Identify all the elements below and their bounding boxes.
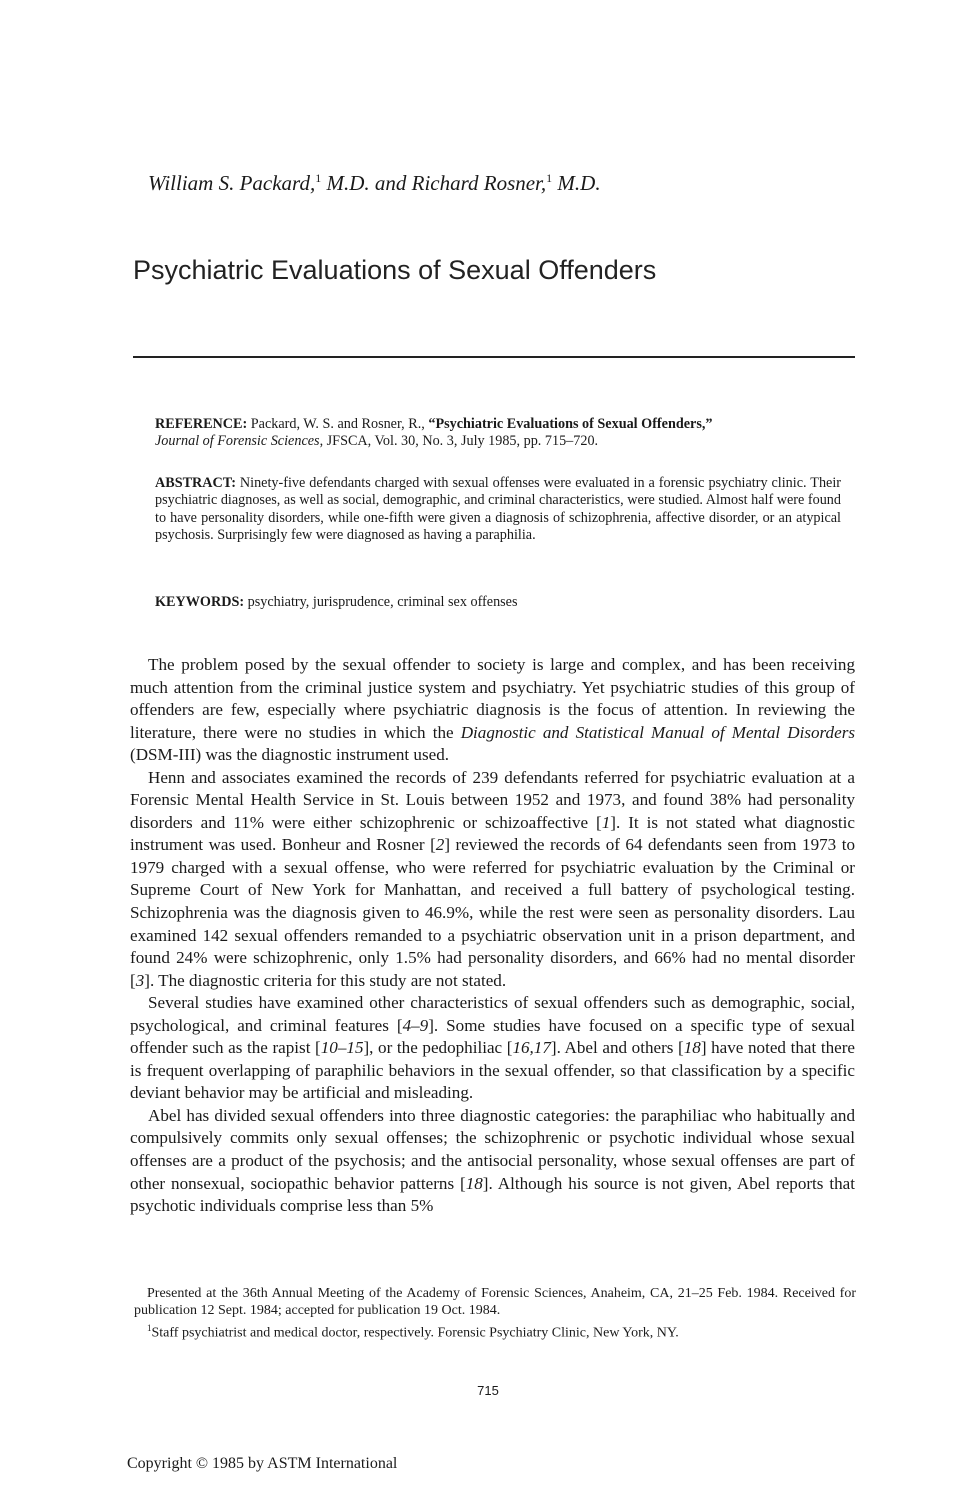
text-run: Several studies have examined other characteristics of sexual offenders such as demographic, social, psychological, and criminal features [ bbox=[130, 993, 855, 1035]
copyright: Copyright © 1985 by ASTM International bbox=[127, 1455, 398, 1472]
page-number: 715 bbox=[477, 1383, 499, 1398]
reference-label: REFERENCE: bbox=[155, 416, 248, 432]
body-paragraph bbox=[130, 992, 855, 1105]
paper-title: Psychiatric Evaluations of Sexual Offenders bbox=[133, 255, 657, 285]
text-run: Abel has divided sexual offenders into three diagnostic categories: the paraphiliac who habitually and compulsively commits only sexual offenses; the schizophrenic or psychotic individual whose sexual offenses are a product of the psychosis; and the antisocial personality, whose sexual offenses are part of other nonsexual, sociopathic behavior patterns [ bbox=[130, 1105, 855, 1193]
text-run: ]. Some studies have focused on a specific type of sexual offender such as the rapist [ bbox=[130, 1015, 856, 1058]
italic-text: 18 bbox=[465, 1173, 483, 1193]
italic-text: 16,17 bbox=[512, 1038, 551, 1058]
body-paragraph bbox=[130, 654, 855, 767]
italic-text: 3 bbox=[135, 970, 145, 990]
text-run: ] reviewed the records of 64 defendants seen from 1973 to 1979 charged with a sexual offense, who were referred for psychiatric evaluation by the Criminal or Supreme Court of New York for Manhattan, and received a full battery of psychological testing. Schizophrenia was the diagnosis given to 46.9%, while the rest were seen as personality disorders. Lau examined 142 sexual offenders remanded to a psychiatric observation unit in a prison department, and found 24% were schizophrenic, only 1.5% had personality disorders, and 66% had no mental disorder [ bbox=[130, 835, 855, 990]
reference-article: “Psychiatric Evaluations of Sexual Offenders,” bbox=[428, 416, 713, 432]
title-rule bbox=[133, 356, 855, 358]
text-run: ]. Although his source is not given, Abel reports that psychotic individuals comprise less than 5% bbox=[130, 1173, 856, 1216]
italic-text: 2 bbox=[435, 835, 445, 855]
text-run: ]. The diagnostic criteria for this study are not stated. bbox=[144, 970, 507, 990]
authors bbox=[148, 171, 601, 196]
reference-details: , JFSCA, Vol. 30, No. 3, July 1985, pp. 715–720. bbox=[319, 433, 599, 450]
author-2: M.D. and Richard Rosner, bbox=[321, 171, 547, 195]
degree: M.D. bbox=[552, 171, 601, 195]
author-1: William S. Packard, bbox=[148, 171, 316, 195]
abstract bbox=[155, 475, 841, 545]
text-run: ] have noted that there is frequent overlapping of paraphilic behaviors in the sexual offender, so that classification by a specific deviant behavior may be artificial and misleading. bbox=[130, 1038, 855, 1103]
footnotes bbox=[134, 1285, 856, 1342]
text-run: Henn and associates examined the records of 239 defendants referred for psychiatric evaluation at a Forensic Mental Health Service in St. Louis between 1952 and 1973, and found 38% had personality disorders and 11% were either schizophrenic or schizoaffective [ bbox=[130, 767, 855, 832]
reference-journal: Journal of Forensic Sciences bbox=[155, 433, 320, 450]
keywords-text: psychiatry, jurisprudence, criminal sex offenses bbox=[244, 594, 518, 610]
keywords-label: KEYWORDS: bbox=[155, 594, 245, 610]
affiliation-mark: 1 bbox=[315, 171, 322, 185]
affiliation-mark: 1 bbox=[546, 171, 553, 185]
text-run: ], or the pedophiliac [ bbox=[363, 1038, 513, 1058]
footnote-affiliation bbox=[134, 1320, 856, 1342]
italic-text: 10–15 bbox=[320, 1038, 364, 1058]
body-paragraph bbox=[130, 1105, 855, 1218]
italic-text: Diagnostic and Statistical Manual of Mental Disorders bbox=[460, 722, 855, 742]
footnote-presented: Presented at the 36th Annual Meeting of the Academy of Forensic Sciences, Anaheim, CA, 21–25 Feb. 1984. Received for publication 12 Sept. 1984; accepted for publication 19 Oct. 1984. bbox=[134, 1286, 856, 1319]
text-run: ]. Abel and others [ bbox=[550, 1038, 684, 1058]
reference-authors: Packard, W. S. and Rosner, R., bbox=[247, 416, 429, 432]
italic-text: 18 bbox=[683, 1038, 701, 1058]
text-run: ]. It is not stated what diagnostic instrument was used. Bonheur and Rosner [ bbox=[130, 812, 855, 855]
text-run: (DSM-III) was the diagnostic instrument used. bbox=[130, 745, 450, 765]
body-text bbox=[130, 654, 855, 1218]
footnote-mark: 1 bbox=[147, 1322, 152, 1333]
reference bbox=[155, 416, 841, 451]
footnote-affiliation-text: Staff psychiatrist and medical doctor, respectively. Forensic Psychiatry Clinic, New York, NY. bbox=[151, 1325, 679, 1341]
body-paragraph bbox=[130, 767, 855, 992]
italic-text: 4–9 bbox=[402, 1015, 429, 1035]
abstract-label: ABSTRACT: bbox=[155, 475, 236, 491]
keywords bbox=[155, 594, 841, 611]
abstract-text: Ninety-five defendants charged with sexual offenses were evaluated in a forensic psychiatry clinic. Their psychiatric diagnoses, as well as social, demographic, and criminal characteristics, were studied. Almost half were found to have personality disorders, while one-fifth were given a diagnosis of schizophrenia, affective disorder, or an atypical psychosis. Surprisingly few were diagnosed as having a paraphilia. bbox=[155, 475, 841, 544]
text-run: The problem posed by the sexual offender to society is large and complex, and has been receiving much attention from the criminal justice system and psychiatry. Yet psychiatric studies of this group of offenders are few, especially where psychiatric diagnosis is the focus of attention. In reviewing the literature, there were no studies in which the bbox=[130, 655, 855, 742]
italic-text: 1 bbox=[601, 812, 611, 832]
